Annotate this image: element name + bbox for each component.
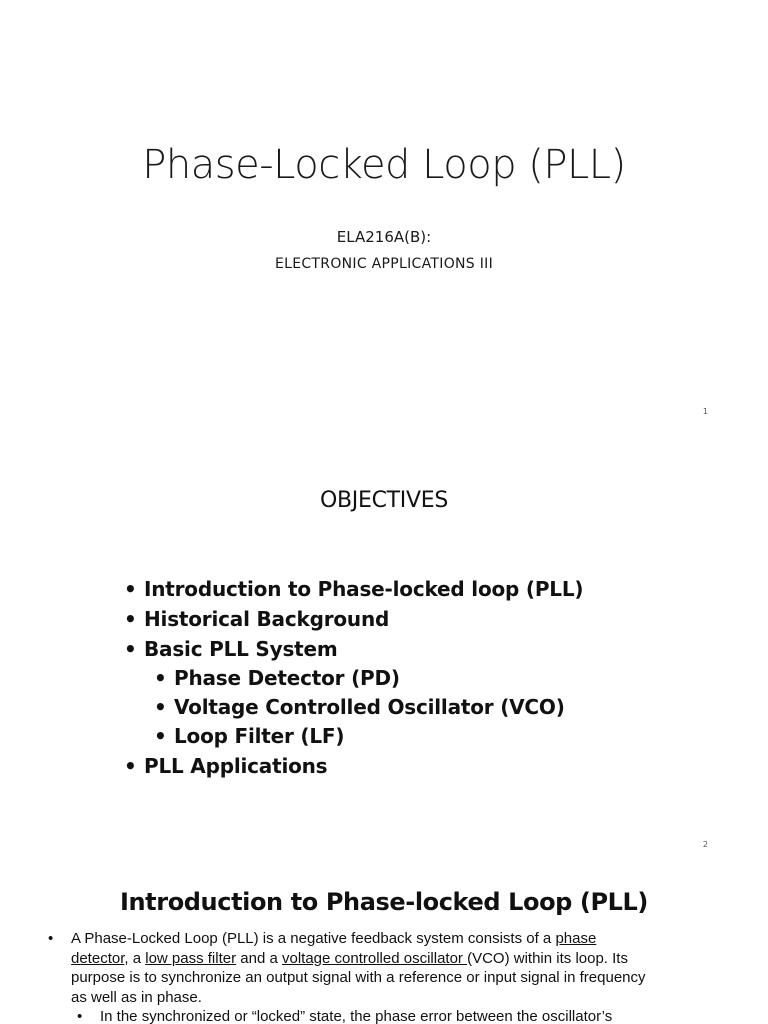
page-number: 1 <box>702 407 708 416</box>
bullet-icon: • <box>124 754 137 778</box>
low-pass-filter-link[interactable]: low pass filter <box>145 949 237 967</box>
introduction-slide <box>0 864 768 1024</box>
page-number: 2 <box>702 840 708 849</box>
list-item: • Voltage Controlled Oscillator (VCO) <box>124 693 583 722</box>
list-item: • Basic PLL System <box>124 634 583 664</box>
slide-title: Phase-Locked Loop (PLL) <box>142 142 626 188</box>
bullet-icon: • <box>124 577 137 601</box>
list-item: • Phase Detector (PD) <box>124 664 583 693</box>
slide-title: OBJECTIVES <box>319 488 448 513</box>
bullet-icon: • <box>124 637 137 661</box>
objectives-slide <box>0 432 768 864</box>
list-item: • Introduction to Phase-locked loop (PLL) <box>124 574 583 604</box>
list-item: • Loop Filter (LF) <box>124 722 583 751</box>
course-name: ELECTRONIC APPLICATIONS III <box>274 256 494 272</box>
vco-link[interactable]: voltage controlled oscillator <box>281 949 468 967</box>
bullet-icon: • <box>77 1008 83 1024</box>
title-slide <box>0 0 768 432</box>
phase-detector-link[interactable]: phase detector <box>71 930 597 967</box>
course-code: ELA216A(B): <box>336 228 432 246</box>
objectives-list <box>124 574 583 781</box>
bullet-icon: • <box>124 607 137 631</box>
bullet-paragraph: • A Phase-Locked Loop (PLL) is a negative feedback system consists of a phase detector, a low pass filter and a voltage controlled oscillator (VCO) within its loop. Its purpose is to synchronize an output signal with a reference or input signal in frequency as well as in phase. <box>48 930 646 1006</box>
slide-body <box>48 929 648 1024</box>
list-item: • Historical Background <box>124 604 583 634</box>
bullet-icon: • <box>154 666 167 690</box>
list-item: • PLL Applications <box>124 751 583 781</box>
bullet-icon: • <box>154 724 167 748</box>
bullet-icon: • <box>154 695 167 719</box>
bullet-icon: • <box>48 930 54 947</box>
slide-title: Introduction to Phase-locked Loop (PLL) <box>119 888 649 916</box>
bullet-paragraph: • In the synchronized or “locked” state, the phase error between the oscillator’s <box>48 1007 648 1024</box>
